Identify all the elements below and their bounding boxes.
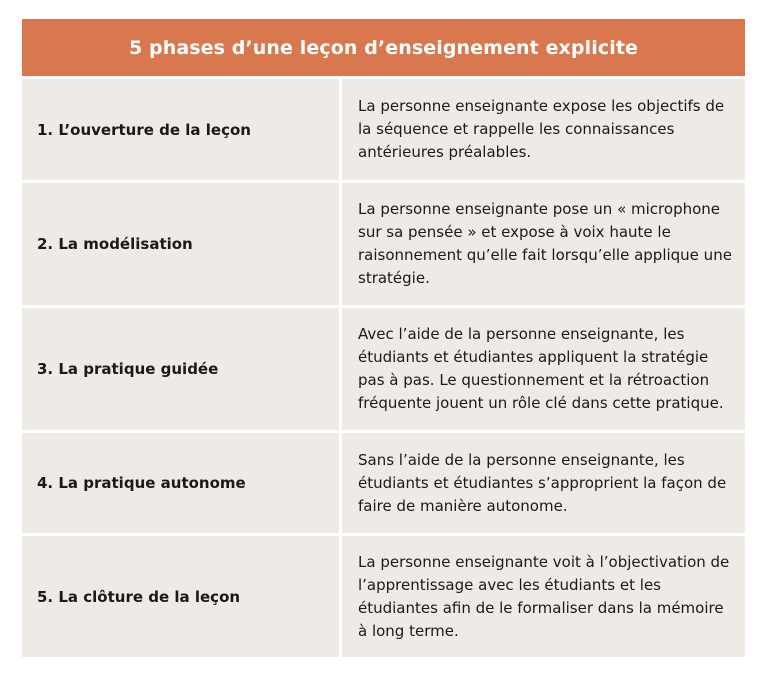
phase-description <box>339 79 745 180</box>
phase-name: 5. La clôture de la leçon <box>37 587 241 606</box>
phase-description-text: La personne enseignante voit à l’objectivation de l’apprentissage avec les étudiants et les étudiantes afin de le formaliser dans la mémoire à long terme. <box>358 552 730 640</box>
table-row <box>22 180 745 305</box>
table-row <box>22 76 745 180</box>
phase-description <box>339 433 745 533</box>
phase-description-text: Avec l’aide de la personne enseignante, les étudiants et étudiantes appliquent la stratégie pas à pas. Le questionnement et la rétroaction fréquente jouent un rôle clé dans cette pratique. <box>358 325 724 412</box>
table-row <box>22 305 745 430</box>
table-title: 5 phases d’une leçon d’enseignement explicite <box>22 19 745 76</box>
table-row <box>22 430 745 533</box>
phase-description-text: Sans l’aide de la personne enseignante, les étudiants et étudiantes s’approprient la façon de faire de manière autonome. <box>358 450 727 515</box>
phase-name: 4. La pratique autonome <box>37 474 246 492</box>
phase-description <box>339 308 745 430</box>
phase-name: 3. La pratique guidée <box>37 360 219 378</box>
phase-description <box>339 183 745 305</box>
phase-name: 1. L’ouverture de la leçon <box>37 120 251 139</box>
phase-description <box>339 536 745 657</box>
table-row <box>22 533 745 657</box>
phase-name: 2. La modélisation <box>37 235 193 253</box>
phase-description-text: La personne enseignante pose un « microphone sur sa pensée » et expose à voix haute le raisonnement qu’elle fait lorsqu’elle applique une stratégie. <box>358 200 732 287</box>
phase-description-text: La personne enseignante expose les objectifs de la séquence et rappelle les connaissances antérieures préalables. <box>358 97 725 161</box>
phases-table <box>22 19 745 657</box>
